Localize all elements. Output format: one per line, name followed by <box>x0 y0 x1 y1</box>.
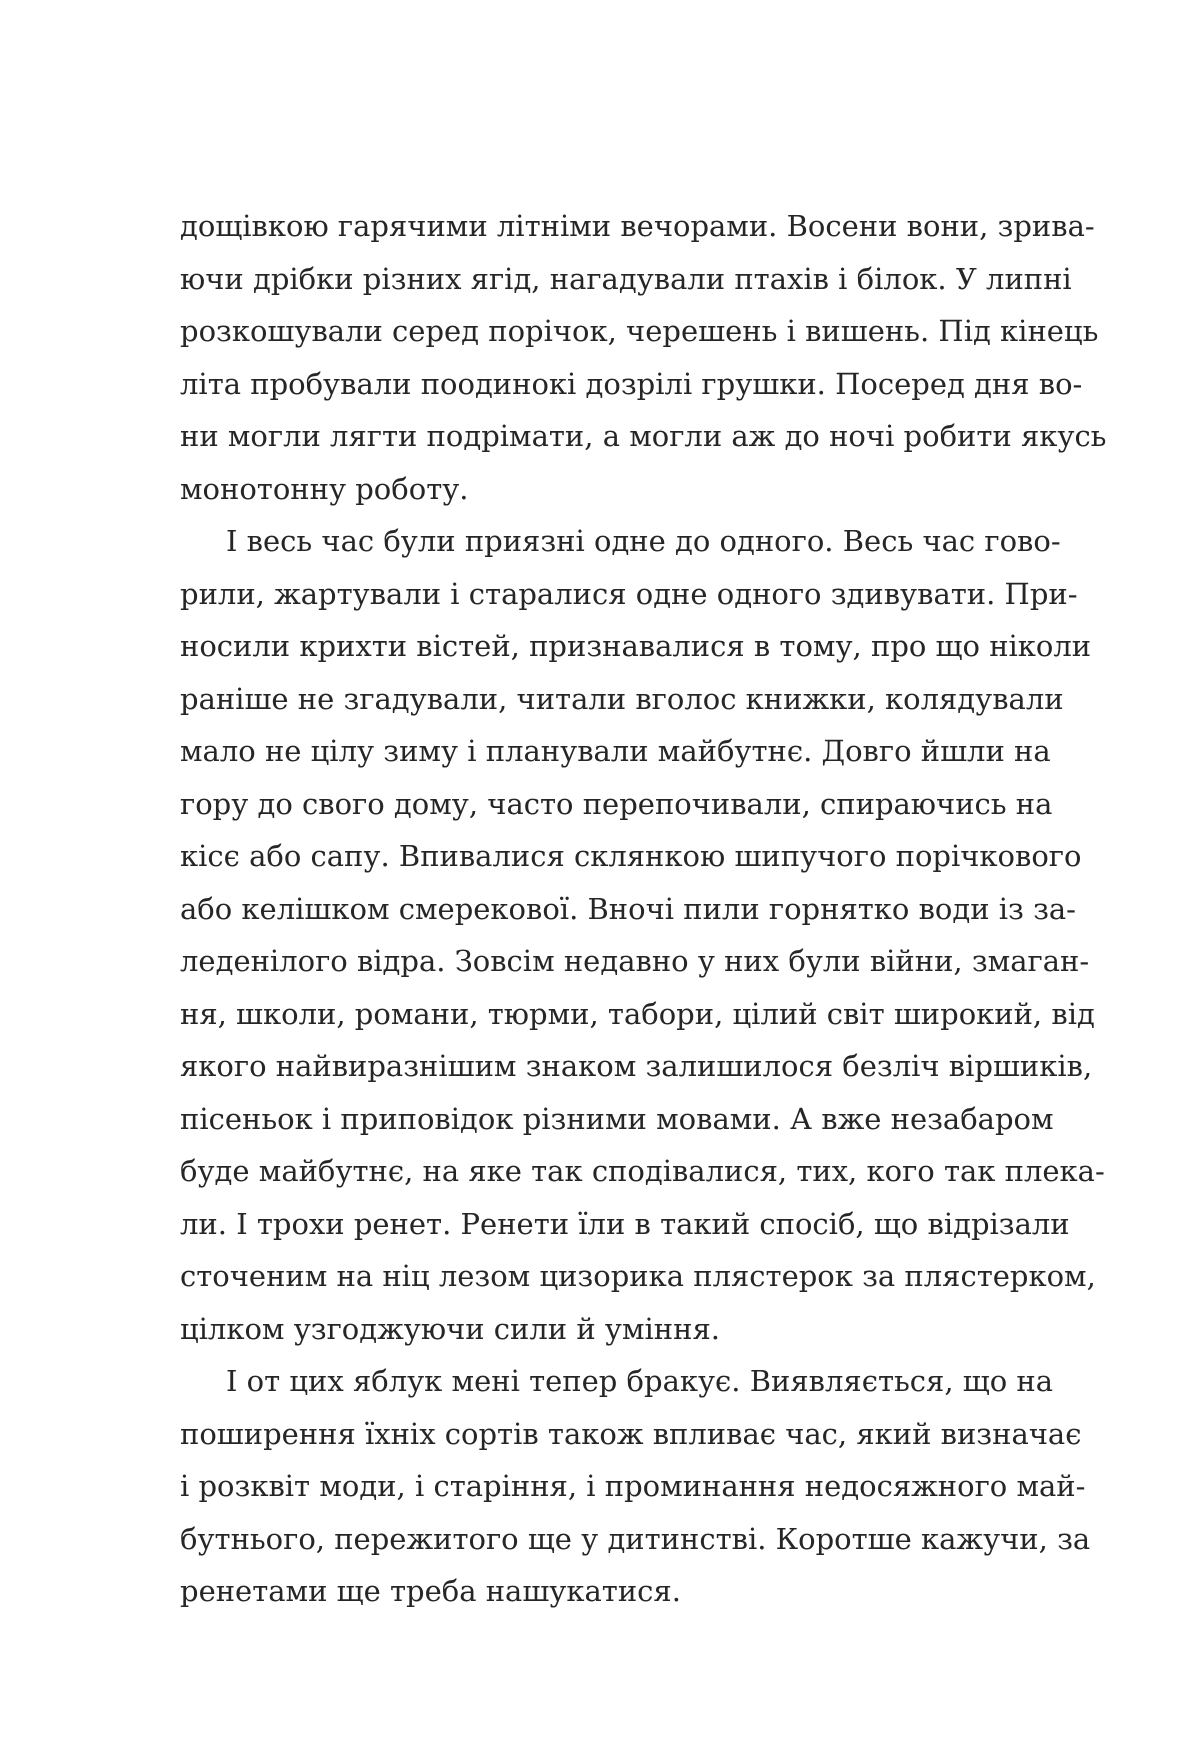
text-line: ня, школи, романи, тюрми, табори, цілий світ широкий, від <box>180 996 1095 1031</box>
paragraph <box>180 200 1107 515</box>
body-text <box>180 200 1107 1618</box>
text-line: ни могли лягти подрімати, а могли аж до ночі робити якусь <box>180 419 1107 453</box>
text-line: розкошували серед порічок, черешень і вишень. Під кінець <box>180 314 1099 348</box>
text-line: гору до свого дому, часто перепочивали, спираючись на <box>180 786 1053 821</box>
text-line: сточеним на ніц лезом цизорика плястерок за плястерком, <box>180 1259 1096 1293</box>
text-line: поширення їхніх сортів також впливає час, який визначає <box>180 1416 1082 1451</box>
text-line: пісеньок і приповідок різними мовами. А вже незабаром <box>180 1101 1054 1136</box>
text-line: леденілого відра. Зовсім недавно у них були війни, змаган- <box>180 944 1090 978</box>
text-line: літа пробували поодинокі дозрілі грушки. Посеред дня во- <box>180 366 1083 401</box>
text-line: І весь час були приязні одне до одного. Весь час гово- <box>226 524 1061 558</box>
text-line: бутнього, пережитого ще у дитинстві. Коротше кажучи, за <box>180 1521 1091 1556</box>
text-line: цілком узгоджуючи сили й уміння. <box>180 1311 720 1346</box>
text-line: і розквіт моди, і старіння, і проминання недосяжного май- <box>180 1469 1086 1503</box>
text-line: ли. І трохи ренет. Ренети їли в такий спосіб, що відрізали <box>180 1206 1070 1241</box>
text-line: монотонну роботу. <box>180 471 469 506</box>
text-line: рили, жартували і старалися одне одного здивувати. При- <box>180 576 1078 611</box>
text-line: дощівкою гарячими літніми вечорами. Восени вони, зрива- <box>180 209 1095 243</box>
text-line: ренетами ще треба нашукатися. <box>180 1574 681 1608</box>
text-line: якого найвиразнішим знаком залишилося безліч віршиків, <box>180 1049 1093 1083</box>
text-line: буде майбутнє, на яке так сподівалися, тих, кого так плека- <box>180 1154 1105 1188</box>
text-line: кісє або сапу. Впивалися склянкою шипучого порічкового <box>180 839 1082 873</box>
text-line: носили крихти вістей, признавалися в тому, про що ніколи <box>180 629 1092 663</box>
text-line: раніше не згадували, читали вголос книжки, колядували <box>180 681 1064 716</box>
paragraph <box>180 515 1105 1355</box>
text-line: мало не цілу зиму і планували майбутнє. Довго йшли на <box>180 734 1051 768</box>
text-line: або келішком смерекової. Вночі пили горнятко води із за- <box>180 891 1076 926</box>
paragraph <box>180 1355 1091 1618</box>
text-line: І от цих яблук мені тепер бракує. Виявляється, що на <box>226 1364 1054 1398</box>
text-line: ючи дрібки різних ягід, нагадували птахів і білок. У липні <box>180 261 1072 296</box>
